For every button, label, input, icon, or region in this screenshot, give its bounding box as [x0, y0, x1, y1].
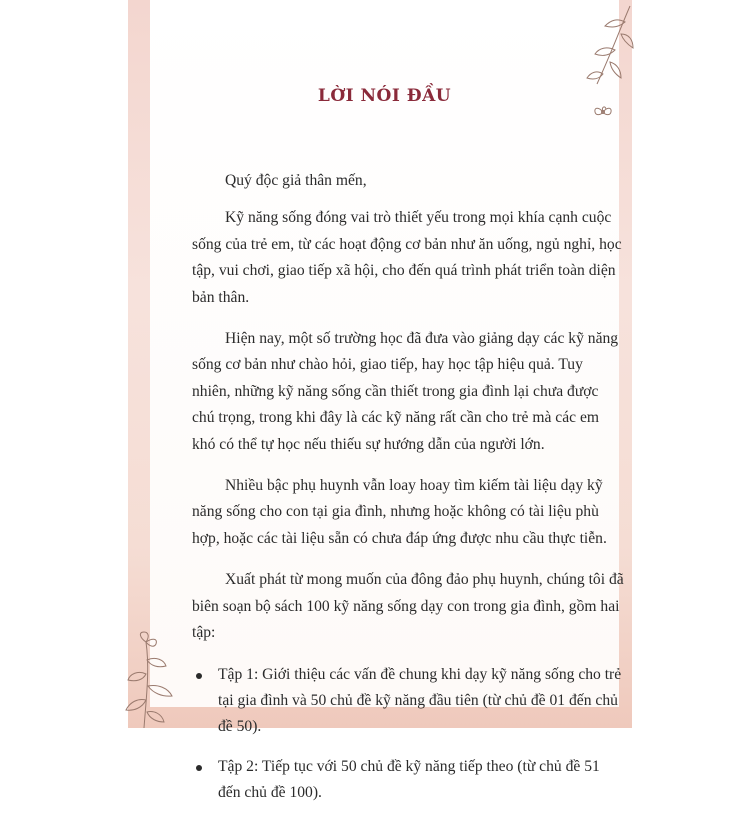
paragraph: Xuất phát từ mong muốn của đông đảo phụ huynh, chúng tôi đã biên soạn bộ sách 100 kỹ năng sống dạy con trong gia đình, gồm hai tập:	[192, 571, 624, 642]
list-item	[192, 754, 624, 807]
list-item-text: Tập 1: Giới thiệu các vấn đề chung khi dạy kỹ năng sống cho trẻ tại gia đình và 50 chủ đề kỹ năng đầu tiên (từ chủ đề 01 đến chủ đề 50).	[218, 665, 622, 736]
paragraph: Kỹ năng sống đóng vai trò thiết yếu trong mọi khía cạnh cuộc sống của trẻ em, từ các hoạt động cơ bản như ăn uống, ngủ nghỉ, học tập, vui chơi, giao tiếp xã hội, cho đến quá trình phát triển toàn diện bản thân.	[192, 209, 622, 306]
paragraph: Nhiều bậc phụ huynh vẫn loay hoay tìm kiếm tài liệu dạy kỹ năng sống cho con tại gia đình, nhưng hoặc không có tài liệu phù hợp, hoặc các tài liệu sẵn có chưa đáp ứng được nhu cầu thực tiễn.	[192, 477, 607, 547]
volume-list	[192, 662, 624, 807]
list-item-text: Tập 2: Tiếp tục với 50 chủ đề kỹ năng tiếp theo (từ chủ đề 51 đến chủ đề 100).	[218, 757, 600, 802]
bullet-icon	[196, 673, 202, 679]
preface-body	[192, 168, 624, 820]
bullet-icon	[196, 765, 202, 771]
list-item	[192, 662, 624, 741]
floral-branch-top-right-icon	[575, 4, 635, 94]
greeting: Quý độc giả thân mến,	[225, 172, 367, 189]
floral-branch-bottom-left-icon	[124, 630, 182, 730]
page-title: LỜI NÓI ĐẦU	[317, 86, 452, 106]
paragraph: Hiện nay, một số trường học đã đưa vào giảng dạy các kỹ năng sống cơ bản như chào hỏi, giao tiếp, hay học tập hiệu quả. Tuy nhiên, những kỹ năng sống cần thiết trong gia đình lại chưa được chú trọng, trong khi đây là các kỹ năng rất cần cho trẻ mà các em khó có thể tự học nếu thiếu sự hướng dẫn của người lớn.	[192, 330, 619, 453]
